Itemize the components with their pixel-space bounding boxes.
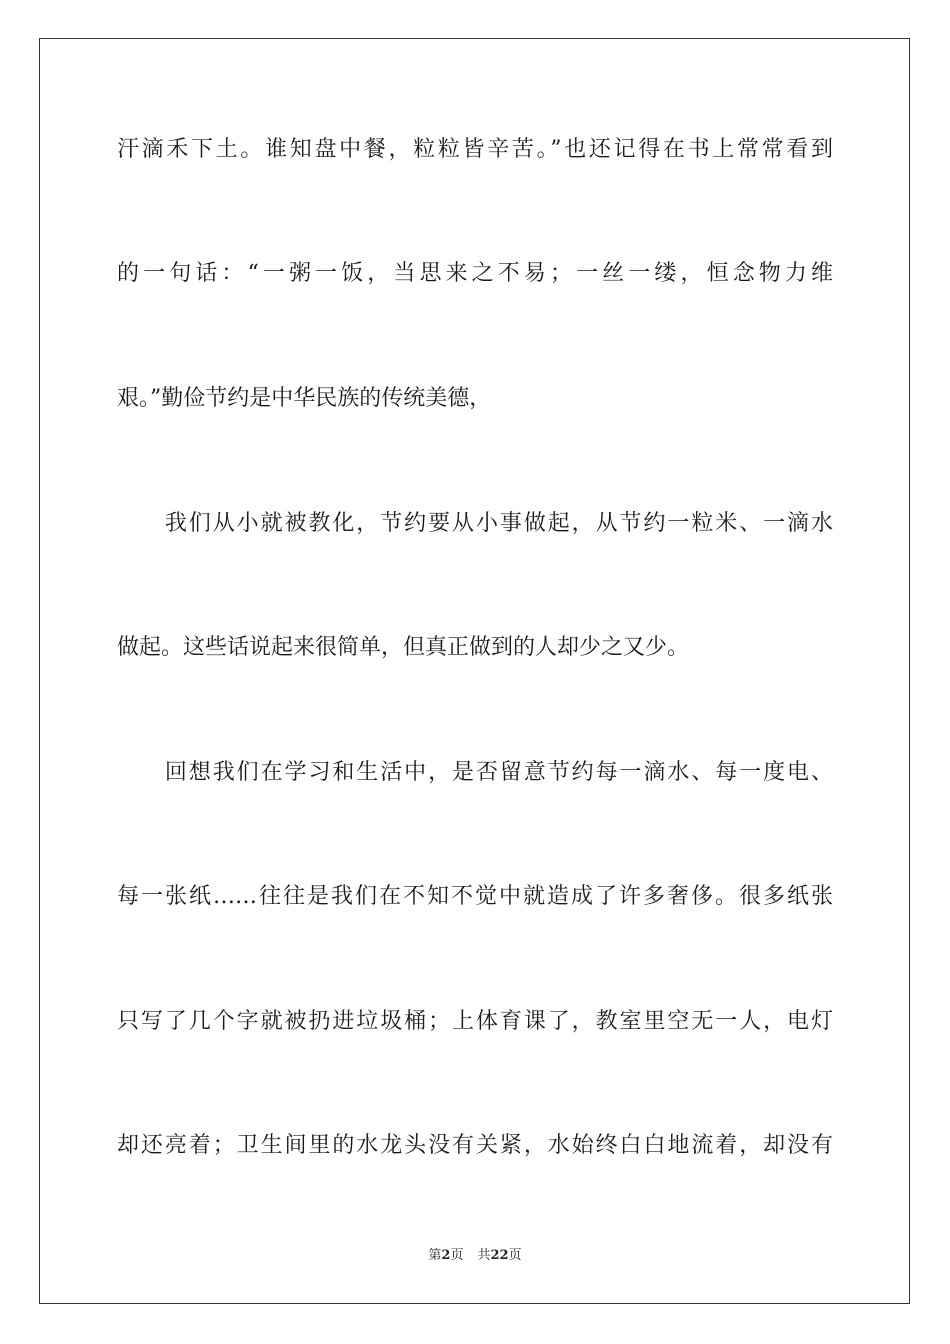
text-line-5: 做起。这些话说起来很简单，但真正做到的人却少之又少。 [117,635,690,660]
text-line-6: 回想我们在学习和生活中，是否留意节约每一滴水、每一度电、 [117,760,833,785]
text-line-3: 艰。”勤俭节约是中华民族的传统美德， [117,386,492,411]
page-suffix: 页 [450,1248,464,1263]
text-line-1: 汗滴禾下土。谁知盘中餐，粒粒皆辛苦。”也还记得在书上常常看到 [117,137,833,162]
page-number: 2 [441,1248,451,1263]
page-footer [0,1247,950,1265]
total-suffix: 页 [508,1248,522,1263]
text-line-2: 的一句话：“一粥一饭，当思来之不易；一丝一缕，恒念物力维 [117,261,833,286]
text-line-8: 只写了几个字就被扔进垃圾桶；上体育课了，教室里空无一人，电灯 [117,1009,833,1034]
page-border [39,38,910,1304]
text-line-7: 每一张纸……往往是我们在不知不觉中就造成了许多奢侈。很多纸张 [117,884,833,909]
text-line-9: 却还亮着；卫生间里的水龙头没有关紧，水始终白白地流着，却没有 [117,1133,833,1158]
total-prefix: 共 [477,1248,491,1263]
total-pages: 22 [490,1248,509,1263]
text-line-4: 我们从小就被教化，节约要从小事做起，从节约一粒米、一滴水 [117,511,833,536]
page-prefix: 第 [428,1248,442,1263]
